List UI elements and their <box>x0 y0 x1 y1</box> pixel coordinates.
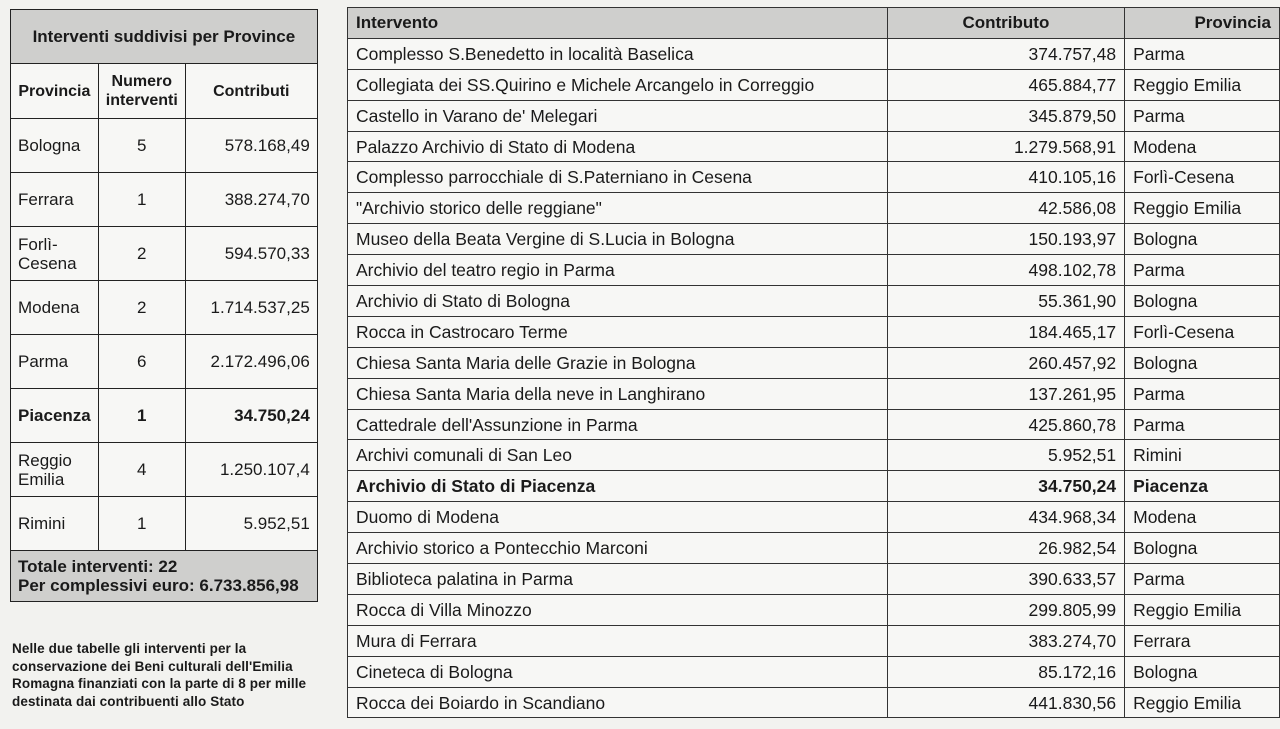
province-contribution: 1.714.537,25 <box>185 281 317 335</box>
province-row <box>11 173 318 227</box>
interventions-header-row <box>348 8 1280 39</box>
intervention-province: Rimini <box>1125 440 1280 471</box>
intervention-row <box>348 409 1280 440</box>
intervention-name: "Archivio storico delle reggiane" <box>348 193 888 224</box>
province-name: Piacenza <box>11 389 99 443</box>
intervention-row <box>348 687 1280 718</box>
intervention-province: Parma <box>1125 38 1280 69</box>
province-count: 5 <box>98 119 185 173</box>
intervention-province: Parma <box>1125 564 1280 595</box>
province-contribution: 5.952,51 <box>185 497 317 551</box>
header-provincia: Provincia <box>11 64 99 119</box>
intervention-province: Bologna <box>1125 347 1280 378</box>
province-summary-table <box>10 9 318 602</box>
intervention-name: Chiesa Santa Maria della neve in Langhirano <box>348 378 888 409</box>
province-contribution: 594.570,33 <box>185 227 317 281</box>
intervention-name: Complesso S.Benedetto in località Baselica <box>348 38 888 69</box>
intervention-province: Reggio Emilia <box>1125 594 1280 625</box>
province-name: Modena <box>11 281 99 335</box>
intervention-province: Parma <box>1125 378 1280 409</box>
province-count: 1 <box>98 173 185 227</box>
province-total-cell <box>11 551 318 602</box>
intervention-row <box>348 286 1280 317</box>
province-contribution: 34.750,24 <box>185 389 317 443</box>
province-row <box>11 227 318 281</box>
intervention-name: Rocca dei Boiardo in Scandiano <box>348 687 888 718</box>
province-count: 1 <box>98 389 185 443</box>
intervention-contribution: 345.879,50 <box>887 100 1124 131</box>
province-table-title: Interventi suddivisi per Province <box>11 10 318 64</box>
province-count: 1 <box>98 497 185 551</box>
intervention-province: Bologna <box>1125 224 1280 255</box>
province-table-title-row <box>11 10 318 64</box>
interventions-table <box>347 7 1280 718</box>
intervention-name: Archivio di Stato di Bologna <box>348 286 888 317</box>
province-row <box>11 281 318 335</box>
province-row <box>11 443 318 497</box>
province-row <box>11 335 318 389</box>
intervention-province: Parma <box>1125 100 1280 131</box>
intervention-name: Archivio di Stato di Piacenza <box>348 471 888 502</box>
intervention-province: Piacenza <box>1125 471 1280 502</box>
province-name: Forlì-Cesena <box>11 227 99 281</box>
province-count: 2 <box>98 281 185 335</box>
intervention-contribution: 374.757,48 <box>887 38 1124 69</box>
province-name: Parma <box>11 335 99 389</box>
province-row <box>11 119 318 173</box>
intervention-name: Archivi comunali di San Leo <box>348 440 888 471</box>
intervention-row <box>348 533 1280 564</box>
intervention-contribution: 1.279.568,91 <box>887 131 1124 162</box>
intervention-row <box>348 224 1280 255</box>
province-row <box>11 497 318 551</box>
province-name: Rimini <box>11 497 99 551</box>
intervention-contribution: 42.586,08 <box>887 193 1124 224</box>
province-table-header-row <box>11 64 318 119</box>
province-count: 6 <box>98 335 185 389</box>
intervention-name: Biblioteca palatina in Parma <box>348 564 888 595</box>
intervention-row <box>348 378 1280 409</box>
intervention-row <box>348 347 1280 378</box>
intervention-name: Castello in Varano de' Melegari <box>348 100 888 131</box>
intervention-row <box>348 38 1280 69</box>
intervention-contribution: 55.361,90 <box>887 286 1124 317</box>
intervention-contribution: 498.102,78 <box>887 255 1124 286</box>
intervention-row <box>348 625 1280 656</box>
intervention-contribution: 85.172,16 <box>887 656 1124 687</box>
intervention-province: Forlì-Cesena <box>1125 316 1280 347</box>
intervention-name: Archivio del teatro regio in Parma <box>348 255 888 286</box>
intervention-row <box>348 100 1280 131</box>
intervention-province: Parma <box>1125 255 1280 286</box>
intervention-province: Bologna <box>1125 533 1280 564</box>
intervention-contribution: 299.805,99 <box>887 594 1124 625</box>
province-count: 4 <box>98 443 185 497</box>
intervention-contribution: 150.193,97 <box>887 224 1124 255</box>
intervention-row <box>348 162 1280 193</box>
intervention-contribution: 425.860,78 <box>887 409 1124 440</box>
intervention-name: Rocca in Castrocaro Terme <box>348 316 888 347</box>
intervention-province: Reggio Emilia <box>1125 193 1280 224</box>
intervention-province: Reggio Emilia <box>1125 687 1280 718</box>
intervention-contribution: 465.884,77 <box>887 69 1124 100</box>
intervention-contribution: 34.750,24 <box>887 471 1124 502</box>
intervention-province: Bologna <box>1125 656 1280 687</box>
province-contribution: 388.274,70 <box>185 173 317 227</box>
intervention-row <box>348 255 1280 286</box>
province-contribution: 1.250.107,4 <box>185 443 317 497</box>
province-contribution: 2.172.496,06 <box>185 335 317 389</box>
intervention-name: Mura di Ferrara <box>348 625 888 656</box>
intervention-name: Chiesa Santa Maria delle Grazie in Bologna <box>348 347 888 378</box>
intervention-row <box>348 131 1280 162</box>
intervention-contribution: 184.465,17 <box>887 316 1124 347</box>
intervention-contribution: 26.982,54 <box>887 533 1124 564</box>
intervention-contribution: 383.274,70 <box>887 625 1124 656</box>
header-provincia-right: Provincia <box>1125 8 1280 39</box>
header-numero-interventi: Numero interventi <box>98 64 185 119</box>
intervention-row <box>348 656 1280 687</box>
intervention-province: Forlì-Cesena <box>1125 162 1280 193</box>
province-total-row <box>11 551 318 602</box>
province-name: Bologna <box>11 119 99 173</box>
intervention-name: Cineteca di Bologna <box>348 656 888 687</box>
header-intervento: Intervento <box>348 8 888 39</box>
intervention-name: Collegiata dei SS.Quirino e Michele Arcangelo in Correggio <box>348 69 888 100</box>
province-row <box>11 389 318 443</box>
intervention-name: Palazzo Archivio di Stato di Modena <box>348 131 888 162</box>
header-contributi: Contributi <box>185 64 317 119</box>
intervention-contribution: 441.830,56 <box>887 687 1124 718</box>
intervention-contribution: 137.261,95 <box>887 378 1124 409</box>
province-name: Reggio Emilia <box>11 443 99 497</box>
intervention-name: Museo della Beata Vergine di S.Lucia in Bologna <box>348 224 888 255</box>
intervention-row <box>348 471 1280 502</box>
intervention-row <box>348 502 1280 533</box>
intervention-row <box>348 564 1280 595</box>
intervention-province: Ferrara <box>1125 625 1280 656</box>
intervention-province: Parma <box>1125 409 1280 440</box>
intervention-row <box>348 69 1280 100</box>
intervention-name: Cattedrale dell'Assunzione in Parma <box>348 409 888 440</box>
intervention-province: Reggio Emilia <box>1125 69 1280 100</box>
intervention-name: Complesso parrocchiale di S.Paterniano in Cesena <box>348 162 888 193</box>
intervention-row <box>348 193 1280 224</box>
intervention-name: Archivio storico a Pontecchio Marconi <box>348 533 888 564</box>
intervention-contribution: 390.633,57 <box>887 564 1124 595</box>
province-count: 2 <box>98 227 185 281</box>
intervention-contribution: 260.457,92 <box>887 347 1124 378</box>
intervention-contribution: 410.105,16 <box>887 162 1124 193</box>
tables-caption: Nelle due tabelle gli interventi per la conservazione dei Beni culturali dell'Emilia Romagna finanziati con la parte di 8 per mille destinata dai contribuenti allo Stato <box>12 641 307 709</box>
intervention-row <box>348 440 1280 471</box>
intervention-contribution: 5.952,51 <box>887 440 1124 471</box>
province-name: Ferrara <box>11 173 99 227</box>
intervention-name: Rocca di Villa Minozzo <box>348 594 888 625</box>
intervention-row <box>348 316 1280 347</box>
intervention-province: Modena <box>1125 131 1280 162</box>
intervention-row <box>348 594 1280 625</box>
province-contribution: 578.168,49 <box>185 119 317 173</box>
intervention-province: Bologna <box>1125 286 1280 317</box>
total-interventions: Totale interventi: 22 <box>18 557 178 576</box>
intervention-name: Duomo di Modena <box>348 502 888 533</box>
header-contributo: Contributo <box>887 8 1124 39</box>
intervention-contribution: 434.968,34 <box>887 502 1124 533</box>
total-euro: Per complessivi euro: 6.733.856,98 <box>18 576 299 595</box>
intervention-province: Modena <box>1125 502 1280 533</box>
